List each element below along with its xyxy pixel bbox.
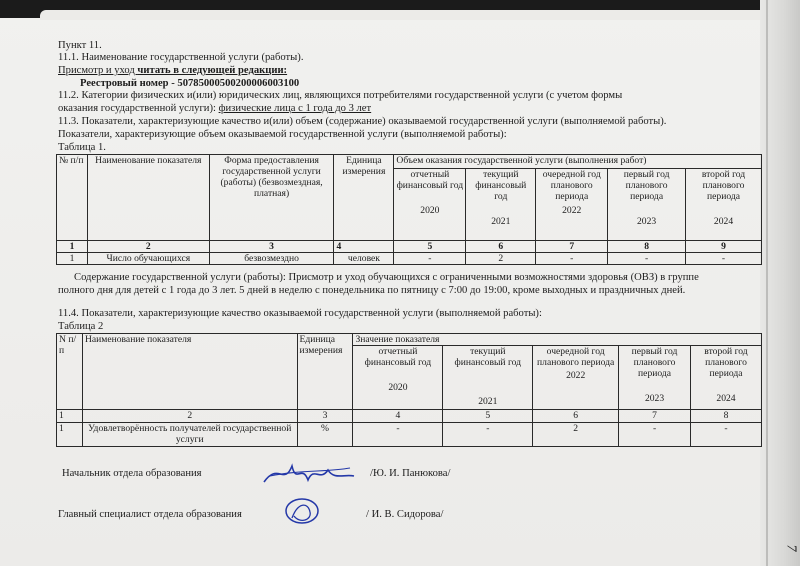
- period-next: очередной год планового периода 2022: [536, 169, 608, 241]
- signature-2: [278, 494, 328, 530]
- service-content-line-2: полного дня для детей с 1 года до 3 лет. 5 дней в неделю с понедельника по пятницу с 7:00 до 19:00, кроме выходных и праздничных дней.: [58, 285, 686, 296]
- table-row: 1 2 3 4 5 6 7 8: [57, 410, 762, 423]
- amendment-line: Присмотр и уход читать в следующей редакции:: [58, 65, 288, 76]
- period-reporting: отчетный финансовый год 2020: [353, 346, 443, 410]
- categories-line: 11.2. Категории физических и(или) юридических лиц, являющихся потребителями государственной услуги (с учетом формы: [58, 90, 623, 101]
- table-volume: [56, 154, 762, 265]
- period-current: текущий финансовый год 2021: [443, 346, 533, 410]
- table-quality: [56, 333, 762, 447]
- header-num: № п/п: [57, 155, 88, 241]
- signatory-1-name: /Ю. И. Панюкова/: [370, 468, 451, 479]
- scan-dark-edge: [0, 0, 800, 18]
- period-second-plan: второй год планового периода 2024: [691, 346, 762, 410]
- signatory-1-role: Начальник отдела образования: [62, 468, 202, 479]
- header-unit: Единица измерения: [334, 155, 394, 241]
- period-first-plan: первый год планового периода 2023: [608, 169, 686, 241]
- header-indicator: Наименование показателя: [82, 334, 297, 410]
- table1-title: Таблица 1.: [58, 142, 106, 153]
- header-volume: Объем оказания государственной услуги (выполнения работ): [394, 155, 762, 169]
- table-row: 1 2 3 4 5 6 7 8 9: [57, 241, 762, 253]
- indicators-line: 11.3. Показатели, характеризующие качество и(или) объем (содержание) оказываемой государственной услуги (выполняемой работы).: [58, 116, 667, 127]
- table-row: 1 Число обучающихся безвозмездно человек - 2 - - -: [57, 253, 762, 265]
- period-first-plan: первый год планового периода 2023: [619, 346, 691, 410]
- signature-1: [258, 456, 358, 492]
- header-num: N п/п: [57, 334, 83, 410]
- header-unit: Единица измерения: [297, 334, 353, 410]
- clause-number: Пункт 11.: [58, 40, 102, 51]
- quality-indicators-line: 11.4. Показатели, характеризующие качество оказываемой государственной услуги (выполняемой работы):: [58, 308, 542, 319]
- header-indicator: Наименование показателя: [87, 155, 209, 241]
- signatory-2-role: Главный специалист отдела образования: [58, 509, 242, 520]
- period-current: текущий финансовый год 2021: [466, 169, 536, 241]
- categories-line-2: оказания государственной услуги): физические лица с 1 года до 3 лет: [58, 103, 372, 114]
- period-second-plan: второй год планового периода 2024: [686, 169, 762, 241]
- table2-title: Таблица 2: [58, 321, 104, 332]
- service-content-line: Содержание государственной услуги (работы): Присмотр и уход обучающихся с ограниченными возможностями здоровья (ОВЗ) в группе: [74, 272, 699, 283]
- service-name-heading: 11.1. Наименование государственной услуги (работы).: [58, 52, 304, 63]
- scan-page-edge: [760, 0, 800, 566]
- signatory-2-name: / И. В. Сидорова/: [366, 509, 444, 520]
- volume-indicators-line: Показатели, характеризующие объем оказываемой государственной услуги (выполняемой работы):: [58, 129, 507, 140]
- period-next: очередной год планового периода 2022: [533, 346, 619, 410]
- registry-number: Реестровый номер - 50785000500200006003100: [80, 78, 300, 89]
- period-reporting: отчетный финансовый год 2020: [394, 169, 466, 241]
- header-value: Значение показателя: [353, 334, 762, 346]
- table-row: 1 Удовлетворённость получателей государственной услуги % - - 2 - -: [57, 423, 762, 447]
- page-number: 7: [783, 544, 799, 552]
- header-form: Форма предоставления государственной услуги (работы) (безвозмездная, платная): [209, 155, 334, 241]
